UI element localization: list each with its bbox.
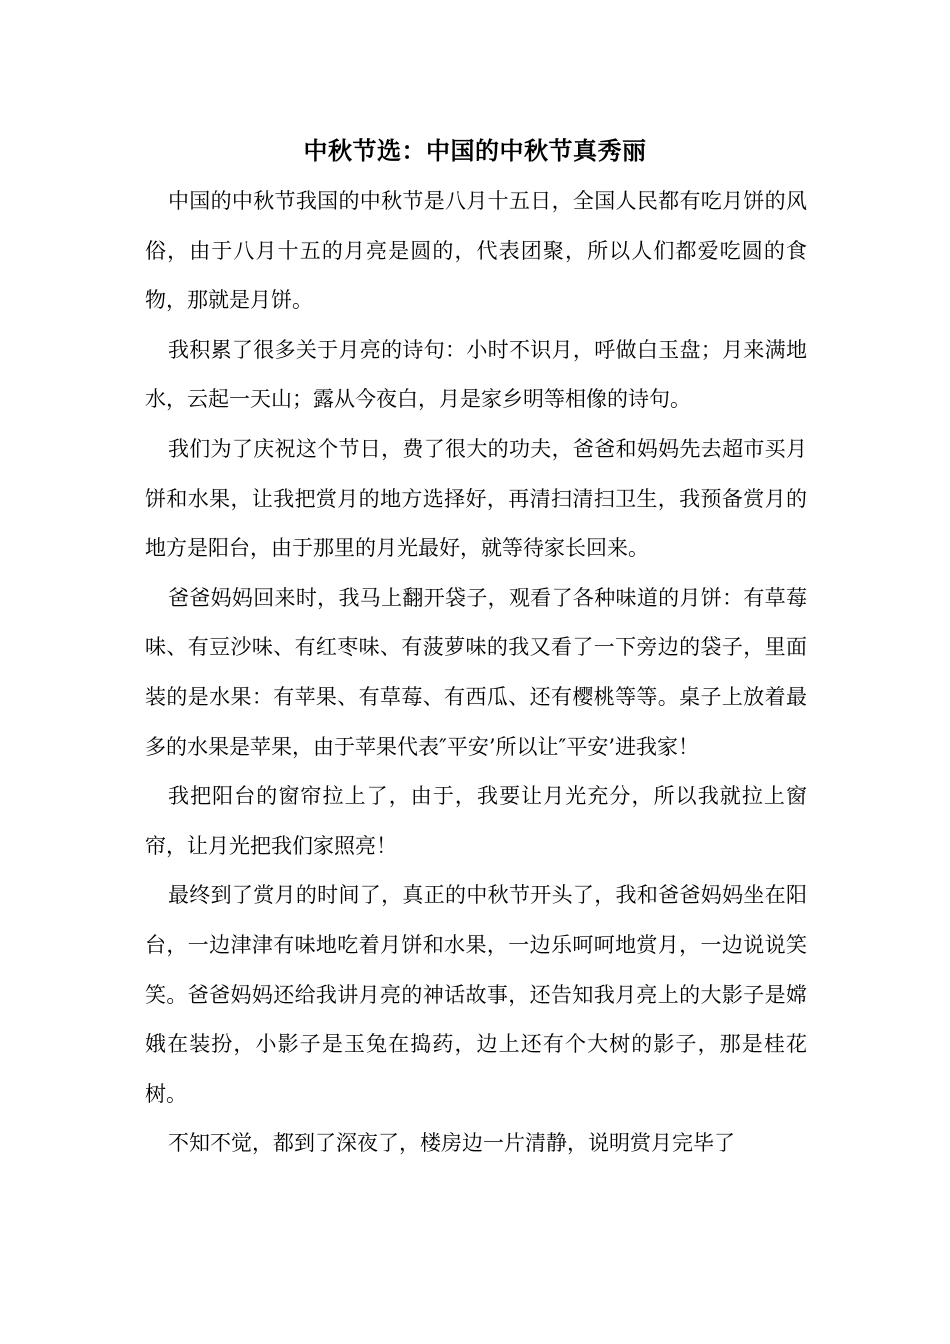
paragraph: 我积累了很多关于月亮的诗句：小时不识月，呼做白玉盘；月来满地水，云起一天山；露从今夜白，月是家乡明等相像的诗句。 — [145, 337, 807, 412]
paragraph: 中国的中秋节我国的中秋节是八月十五日，全国人民都有吃月饼的风俗，由于八月十五的月亮是圆的，代表团聚，所以人们都爱吃圆的食物，那就是月饼。 — [145, 189, 807, 313]
document-body — [145, 177, 807, 1169]
document-title: 中秋节选：中国的中秋节真秀丽 — [303, 136, 647, 165]
paragraph: 我把阳台的窗帘拉上了，由于，我要让月光充分，所以我就拉上窗帘，让月光把我们家照亮！ — [145, 784, 807, 858]
paragraph: 最终到了赏月的时间了，真正的中秋节开头了，我和爸爸妈妈坐在阳台，一边津津有味地吃着月饼和水果，一边乐呵呵地赏月，一边说说笑笑。爸爸妈妈还给我讲月亮的神话故事，还告知我月亮上的大影子是嫦娥在装扮，小影子是玉兔在捣药，边上还有个大树的影子，那是桂花树。 — [145, 883, 807, 1106]
paragraph: 不知不觉，都到了深夜了，楼房边一片清静，说明赏月完毕了 — [168, 1131, 735, 1156]
paragraph: 爸爸妈妈回来时，我马上翻开袋子，观看了各种味道的月饼：有草莓味、有豆沙味、有红枣味、有菠萝味的我又看了一下旁边的袋子，里面装的是水果：有苹果、有草莓、有西瓜、还有樱桃等等。桌子上放着最多的水果是苹果，由于苹果代表″平安’所以让″平安’进我家！ — [145, 585, 807, 759]
paragraph: 我们为了庆祝这个节日，费了很大的功夫，爸爸和妈妈先去超市买月饼和水果，让我把赏月的地方选择好，再清扫清扫卫生，我预备赏月的地方是阳台，由于那里的月光最好，就等待家长回来。 — [145, 436, 807, 561]
